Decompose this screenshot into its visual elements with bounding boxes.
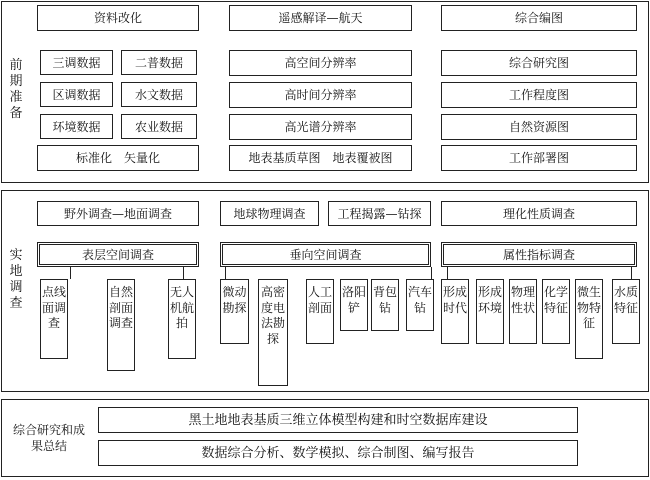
leaf-drone-aerial-photo: 无人机航拍: [168, 279, 196, 359]
prep-item-resource-map: 自然资源图: [441, 114, 637, 140]
prep-item-shuiwen: 水文数据: [121, 82, 197, 107]
leaf-backpack-drill: 背包钻: [371, 279, 399, 331]
leaf-natural-profile-survey: 自然剖面调查: [107, 279, 135, 371]
field-top-geophysics: 地球物理调查: [220, 201, 319, 226]
prep-col1-header: 资料改化: [37, 5, 199, 31]
field-top-physchem: 理化性质调查: [441, 201, 637, 226]
group-attribute-survey: 属性指标调查: [441, 242, 637, 267]
prep-item-hyperspectral: 高光谱分辨率: [229, 114, 412, 140]
leaf-formation-environment: 形成环境: [476, 279, 504, 344]
prep-item-progress-map: 工作程度图: [441, 82, 637, 108]
leaf-vehicle-drill: 汽车钻: [406, 279, 434, 331]
prep-item-huanjing: 环境数据: [40, 114, 113, 139]
group-vertical-survey: 垂向空间调查: [220, 242, 431, 267]
prep-item-sandiao: 三调数据: [40, 50, 113, 75]
field-top-ground-survey: 野外调查—地面调查: [37, 201, 199, 226]
leaf-microtremor-survey: 微动勘探: [220, 279, 249, 344]
connector-line: [225, 267, 226, 279]
leaf-water-quality: 水质特征: [612, 279, 640, 344]
prep-item-high-temporal: 高时间分辨率: [229, 82, 412, 108]
leaf-formation-age: 形成时代: [441, 279, 469, 344]
field-top-drilling: 工程揭露—钻探: [328, 201, 431, 226]
connector-line: [431, 267, 432, 279]
prep-item-qudiao: 区调数据: [40, 82, 113, 107]
leaf-chemical-characteristics: 化学特征: [542, 279, 570, 344]
field-label: 实地调查: [9, 248, 23, 311]
leaf-point-line-area-survey: 点线面调查: [40, 279, 68, 359]
leaf-luoyang-shovel: 洛阳铲: [340, 279, 368, 331]
results-item-analysis-report: 数据综合分析、数学模拟、综合制图、编写报告: [98, 440, 578, 466]
group-surface-survey: 表层空间调查: [37, 242, 199, 267]
prep-col2-header: 遥感解译—航天: [229, 5, 412, 31]
prep-item-research-map: 综合研究图: [441, 50, 637, 76]
results-item-3d-model-database: 黑土地地表基质三维立体模型构建和时空数据库建设: [98, 407, 578, 433]
leaf-high-density-electrical: 高密度电法勘探: [258, 279, 288, 386]
results-label: 综合研究和成果总结: [12, 423, 85, 453]
prep-col3-header: 综合编图: [441, 5, 637, 31]
leaf-artificial-profile: 人工剖面: [306, 279, 334, 344]
connector-line: [70, 267, 71, 279]
leaf-physical-properties: 物理性状: [509, 279, 537, 344]
prep-item-nongye: 农业数据: [121, 114, 197, 139]
prep-label: 前期准备: [9, 58, 23, 121]
prep-item-sketch-maps: 地表基质草图 地表覆被图: [229, 145, 412, 171]
prep-item-standardize: 标准化 矢量化: [37, 145, 199, 171]
prep-item-high-spatial: 高空间分辨率: [229, 50, 412, 76]
leaf-microbial-characteristics: 微生物特征: [575, 279, 603, 359]
prep-item-erpu: 二普数据: [121, 50, 197, 75]
connector-line: [631, 267, 632, 279]
connector-line: [447, 267, 448, 279]
prep-item-deployment-map: 工作部署图: [441, 145, 637, 171]
connector-line: [183, 267, 184, 279]
